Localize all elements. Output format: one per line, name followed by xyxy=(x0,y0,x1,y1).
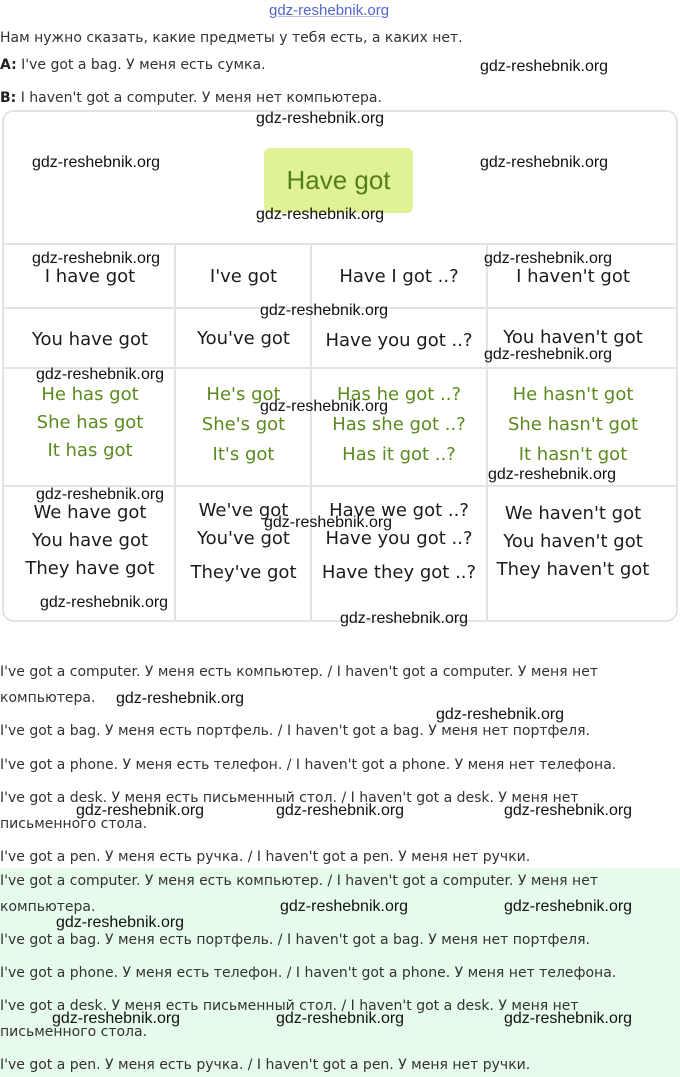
table-cell: You haven't got xyxy=(503,327,643,348)
answer-line: компьютера. xyxy=(0,690,96,706)
table-cell: We've got xyxy=(198,500,289,521)
table-cell: Has she got ..? xyxy=(332,414,466,435)
example-a-label: A: xyxy=(0,57,17,73)
table-cell: Has it got ..? xyxy=(342,444,456,465)
watermark: gdz-reshebnik.org xyxy=(280,898,409,915)
table-cell: It hasn't got xyxy=(518,444,628,465)
table-cell: You have got xyxy=(31,530,149,551)
table-cell: Have you got ..? xyxy=(325,330,473,351)
table-cell: We have got xyxy=(33,502,147,523)
answer-line: I've got a bag. У меня есть портфель. / I haven't got a bag. У меня нет портфеля. xyxy=(0,723,590,739)
table-title: Have got xyxy=(264,148,413,213)
watermark: gdz-reshebnik.org xyxy=(488,466,617,483)
answer-line: I've got a computer. У меня есть компьютер. / I haven't got a computer. У меня нет xyxy=(0,873,598,889)
example-b xyxy=(0,90,382,106)
watermark: gdz-reshebnik.org xyxy=(36,366,165,383)
watermark: gdz-reshebnik.org xyxy=(260,302,389,319)
watermark: gdz-reshebnik.org xyxy=(32,250,161,267)
watermark: gdz-reshebnik.org xyxy=(504,1010,633,1027)
table-cell: It has got xyxy=(47,440,133,461)
table-cell: You have got xyxy=(31,329,149,350)
watermark: gdz-reshebnik.org xyxy=(484,250,613,267)
table-cell: She has got xyxy=(36,412,144,433)
watermark: gdz-reshebnik.org xyxy=(116,690,245,707)
answer-line: письменного стола. xyxy=(0,1024,148,1040)
table-cell: He's got xyxy=(206,384,281,405)
answer-line: I've got a desk. У меня есть письменный стол. / I haven't got a desk. У меня нет xyxy=(0,998,579,1014)
watermark: gdz-reshebnik.org xyxy=(36,486,165,503)
watermark: gdz-reshebnik.org xyxy=(480,154,609,171)
watermark: gdz-reshebnik.org xyxy=(76,802,205,819)
example-b-label: B: xyxy=(0,90,17,106)
watermark: gdz-reshebnik.org xyxy=(40,594,169,611)
watermark: gdz-reshebnik.org xyxy=(504,802,633,819)
watermark: gdz-reshebnik.org xyxy=(480,58,609,75)
table-cell: It's got xyxy=(212,444,275,465)
example-a xyxy=(0,57,266,73)
table-cell: They haven't got xyxy=(496,559,650,580)
table-cell: They have got xyxy=(25,558,155,579)
answer-line: I've got a computer. У меня есть компьютер. / I haven't got a computer. У меня нет xyxy=(0,664,598,680)
watermark: gdz-reshebnik.org xyxy=(276,1010,405,1027)
table-cell: You've got xyxy=(197,528,290,549)
watermark: gdz-reshebnik.org xyxy=(52,1010,181,1027)
table-cell: We haven't got xyxy=(504,503,642,524)
table-cell: You've got xyxy=(197,328,290,349)
site-link[interactable]: gdz-reshebnik.org xyxy=(269,2,390,19)
table-cell: I haven't got xyxy=(516,266,630,287)
table-cell: They've got xyxy=(190,562,297,583)
watermark: gdz-reshebnik.org xyxy=(260,398,389,415)
table-cell: I have got xyxy=(44,266,136,287)
answer-line: I've got a pen. У меня есть ручка. / I haven't got a pen. У меня нет ручки. xyxy=(0,1057,531,1073)
answer-line: I've got a phone. У меня есть телефон. / I haven't got a phone. У меня нет телефона. xyxy=(0,965,617,981)
table-cell: She hasn't got xyxy=(507,414,639,435)
watermark: gdz-reshebnik.org xyxy=(340,610,469,627)
answer-line: письменного стола. xyxy=(0,816,148,832)
answer-line: I've got a desk. У меня есть письменный стол. / I haven't got a desk. У меня нет xyxy=(0,790,579,806)
watermark: gdz-reshebnik.org xyxy=(32,154,161,171)
example-b-text: I haven't got a computer. У меня нет компьютера. xyxy=(16,90,382,106)
table-cell: I've got xyxy=(209,266,278,287)
intro-text: Нам нужно сказать, какие предметы у тебя есть, а каких нет. xyxy=(0,30,463,46)
table-cell: She's got xyxy=(201,414,286,435)
watermark: gdz-reshebnik.org xyxy=(264,514,393,531)
table-cell: Have you got ..? xyxy=(325,528,473,549)
table-cell: He has got xyxy=(41,384,139,405)
answer-line: I've got a phone. У меня есть телефон. / I haven't got a phone. У меня нет телефона. xyxy=(0,757,617,773)
table-divider xyxy=(4,243,676,245)
watermark: gdz-reshebnik.org xyxy=(256,110,385,127)
table-cell: Has he got ..? xyxy=(336,384,462,405)
watermark: gdz-reshebnik.org xyxy=(504,898,633,915)
watermark: gdz-reshebnik.org xyxy=(436,706,565,723)
table-cell: He hasn't got xyxy=(512,384,634,405)
answer-line: I've got a pen. У меня есть ручка. / I haven't got a pen. У меня нет ручки. xyxy=(0,849,531,865)
table-cell: You haven't got xyxy=(503,531,643,552)
watermark: gdz-reshebnik.org xyxy=(484,346,613,363)
watermark: gdz-reshebnik.org xyxy=(56,914,185,931)
answer-line: I've got a bag. У меня есть портфель. / I haven't got a bag. У меня нет портфеля. xyxy=(0,932,590,948)
table-cell: Have I got ..? xyxy=(339,266,459,287)
watermark: gdz-reshebnik.org xyxy=(276,802,405,819)
table-cell: Have we got ..? xyxy=(329,500,469,521)
example-a-text: I've got a bag. У меня есть сумка. xyxy=(16,57,266,73)
watermark: gdz-reshebnik.org xyxy=(256,206,385,223)
answer-line: компьютера. xyxy=(0,899,96,915)
table-cell: Have they got ..? xyxy=(321,562,477,583)
